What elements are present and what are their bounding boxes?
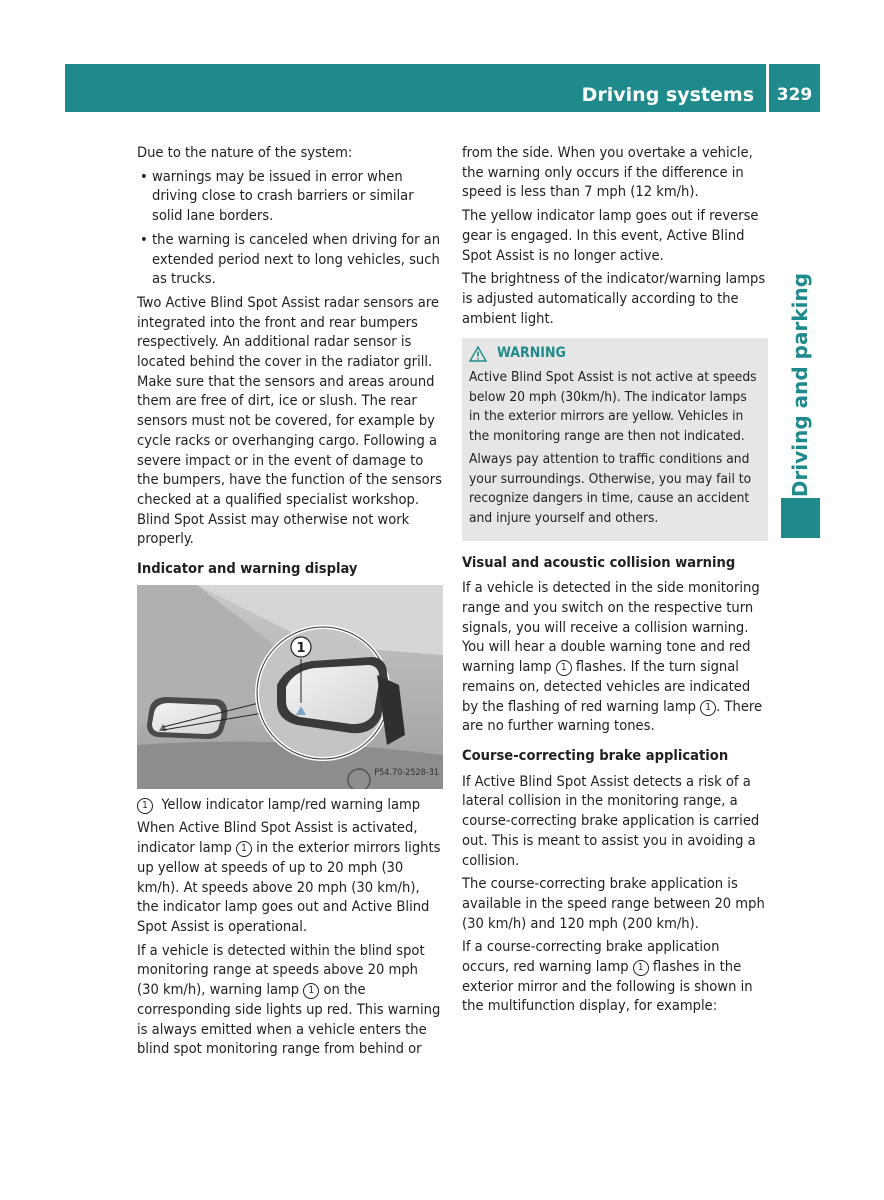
callout-marker: 1 bbox=[633, 960, 649, 976]
indicator-heading: Indicator and warning display bbox=[137, 560, 358, 578]
collision-heading: Visual and acoustic collision warning bbox=[462, 553, 736, 571]
figure-code: P54.70-2528-31 bbox=[374, 768, 439, 779]
warning-label: WARNING bbox=[497, 345, 566, 362]
callout-marker: 1 bbox=[700, 700, 716, 716]
paragraph-text: If a vehicle is detected within the blind spot monitoring range at speeds above 20 mph (30 km/h), warning lamp bbox=[137, 941, 425, 999]
reverse-paragraph: The yellow indicator lamp goes out if reverse gear is engaged. In this event, Active Blind Spot Assist is no longer active. bbox=[462, 207, 759, 264]
callout-marker: 1 bbox=[137, 798, 153, 814]
warning-header bbox=[469, 344, 761, 364]
bullet-text: the warning is canceled when driving for an extended period next to long vehicles, such as trucks. bbox=[152, 230, 441, 288]
side-tab bbox=[780, 272, 820, 498]
warning-triangle-icon bbox=[469, 346, 487, 362]
mirror-illustration bbox=[137, 585, 443, 789]
list-item bbox=[137, 230, 443, 289]
detected-paragraph bbox=[137, 941, 443, 1059]
warning-text: Active Blind Spot Assist is not active at speeds below 20 mph (30km/h). The indicator lamps in the exterior mirrors are yellow. Vehicles in the monitoring range are then not indicated. bbox=[469, 368, 757, 444]
paragraph-text: If a course-correcting brake application occurs, red warning lamp bbox=[462, 938, 720, 976]
list-item bbox=[137, 167, 443, 226]
brake-heading: Course-correcting brake application bbox=[462, 747, 729, 764]
bullet-dot: • bbox=[140, 167, 148, 185]
collision-paragraph bbox=[462, 578, 768, 736]
brightness-paragraph: The brightness of the indicator/warning lamps is adjusted automatically according to the ambient light. bbox=[462, 270, 766, 327]
warning-box bbox=[462, 338, 768, 540]
side-paragraph: from the side. When you overtake a vehicle, the warning only occurs if the difference in speed is less than 7 mph (12 km/h). bbox=[462, 144, 753, 201]
side-tab-label: Driving and parking bbox=[788, 272, 812, 498]
warning-text: Always pay attention to traffic conditions and your surroundings. Otherwise, you may fail to recognize dangers in time, cause an accident and injure yourself and others. bbox=[469, 451, 752, 527]
side-tab-marker bbox=[781, 498, 820, 538]
paragraph-text: in the exterior mirrors lights up yellow at speeds of up to 20 mph (30 km/h). At speeds above 20 mph (30 km/h), the indicator lamp goes out and Active Blind Spot Assist is operational. bbox=[137, 839, 441, 935]
activated-paragraph bbox=[137, 818, 443, 936]
callout-marker: 1 bbox=[236, 841, 252, 857]
brake-paragraph: The course-correcting brake application is available in the speed range between 20 mph (30 km/h) and 120 mph (200 km/h). bbox=[462, 875, 765, 932]
paragraph-text: on the corresponding side lights up red. This warning is always emitted when a vehicle enters the blind spot monitoring range from behind or bbox=[137, 981, 441, 1058]
paragraph-text: If a vehicle is detected in the side monitoring range and you switch on the respective turn signals, you will receive a collision warning. You will hear a double warning tone and red warning lamp bbox=[462, 579, 760, 676]
caption-text: Yellow indicator lamp/red warning lamp bbox=[161, 795, 421, 813]
header-bar bbox=[65, 64, 766, 112]
paragraph-text: flashes. If the turn signal remains on, detected vehicles are indicated by the flashing of red warning lamp bbox=[462, 658, 751, 715]
mirror-figure bbox=[137, 585, 443, 789]
bullet-dot: • bbox=[140, 230, 148, 248]
paragraph-text: When Active Blind Spot Assist is activated, indicator lamp bbox=[137, 819, 418, 857]
left-column bbox=[137, 143, 443, 1063]
intro-text: Due to the nature of the system: bbox=[137, 144, 353, 161]
figure-caption bbox=[137, 795, 443, 815]
sensors-paragraph: Two Active Blind Spot Assist radar sensors are integrated into the front and rear bumpers respectively. An additional radar sensor is located behind the cover in the radiator grill. Make sure that the sensors and areas around them are free of dirt, ice or slush. The rear sensors must not be covered, for example by cycle racks or overhanging cargo. Following a severe impact or in the event of damage to the bumpers, have the function of the sensors checked at a qualified specialist workshop. Blind Spot Assist may otherwise not work properly. bbox=[137, 293, 442, 548]
section-title: Driving systems bbox=[581, 84, 754, 106]
callout-marker: 1 bbox=[303, 983, 319, 999]
right-column bbox=[462, 143, 768, 1020]
paragraph-text: flashes in the exterior mirror and the following is shown in the multifunction display, for example: bbox=[462, 958, 753, 1015]
page-number-box bbox=[769, 64, 820, 112]
page-number: 329 bbox=[776, 85, 813, 105]
brake-paragraph bbox=[462, 937, 768, 1016]
figure-callout: 1 bbox=[296, 640, 306, 656]
paragraph-text: . There are no further warning tones. bbox=[462, 697, 763, 735]
bullet-text: warnings may be issued in error when driving close to crash barriers or similar solid lane borders. bbox=[152, 167, 414, 225]
callout-marker: 1 bbox=[556, 660, 572, 676]
brake-paragraph: If Active Blind Spot Assist detects a risk of a lateral collision in the monitoring range, a course-correcting brake application is carried out. This is meant to assist you in avoiding a collision. bbox=[462, 772, 760, 869]
